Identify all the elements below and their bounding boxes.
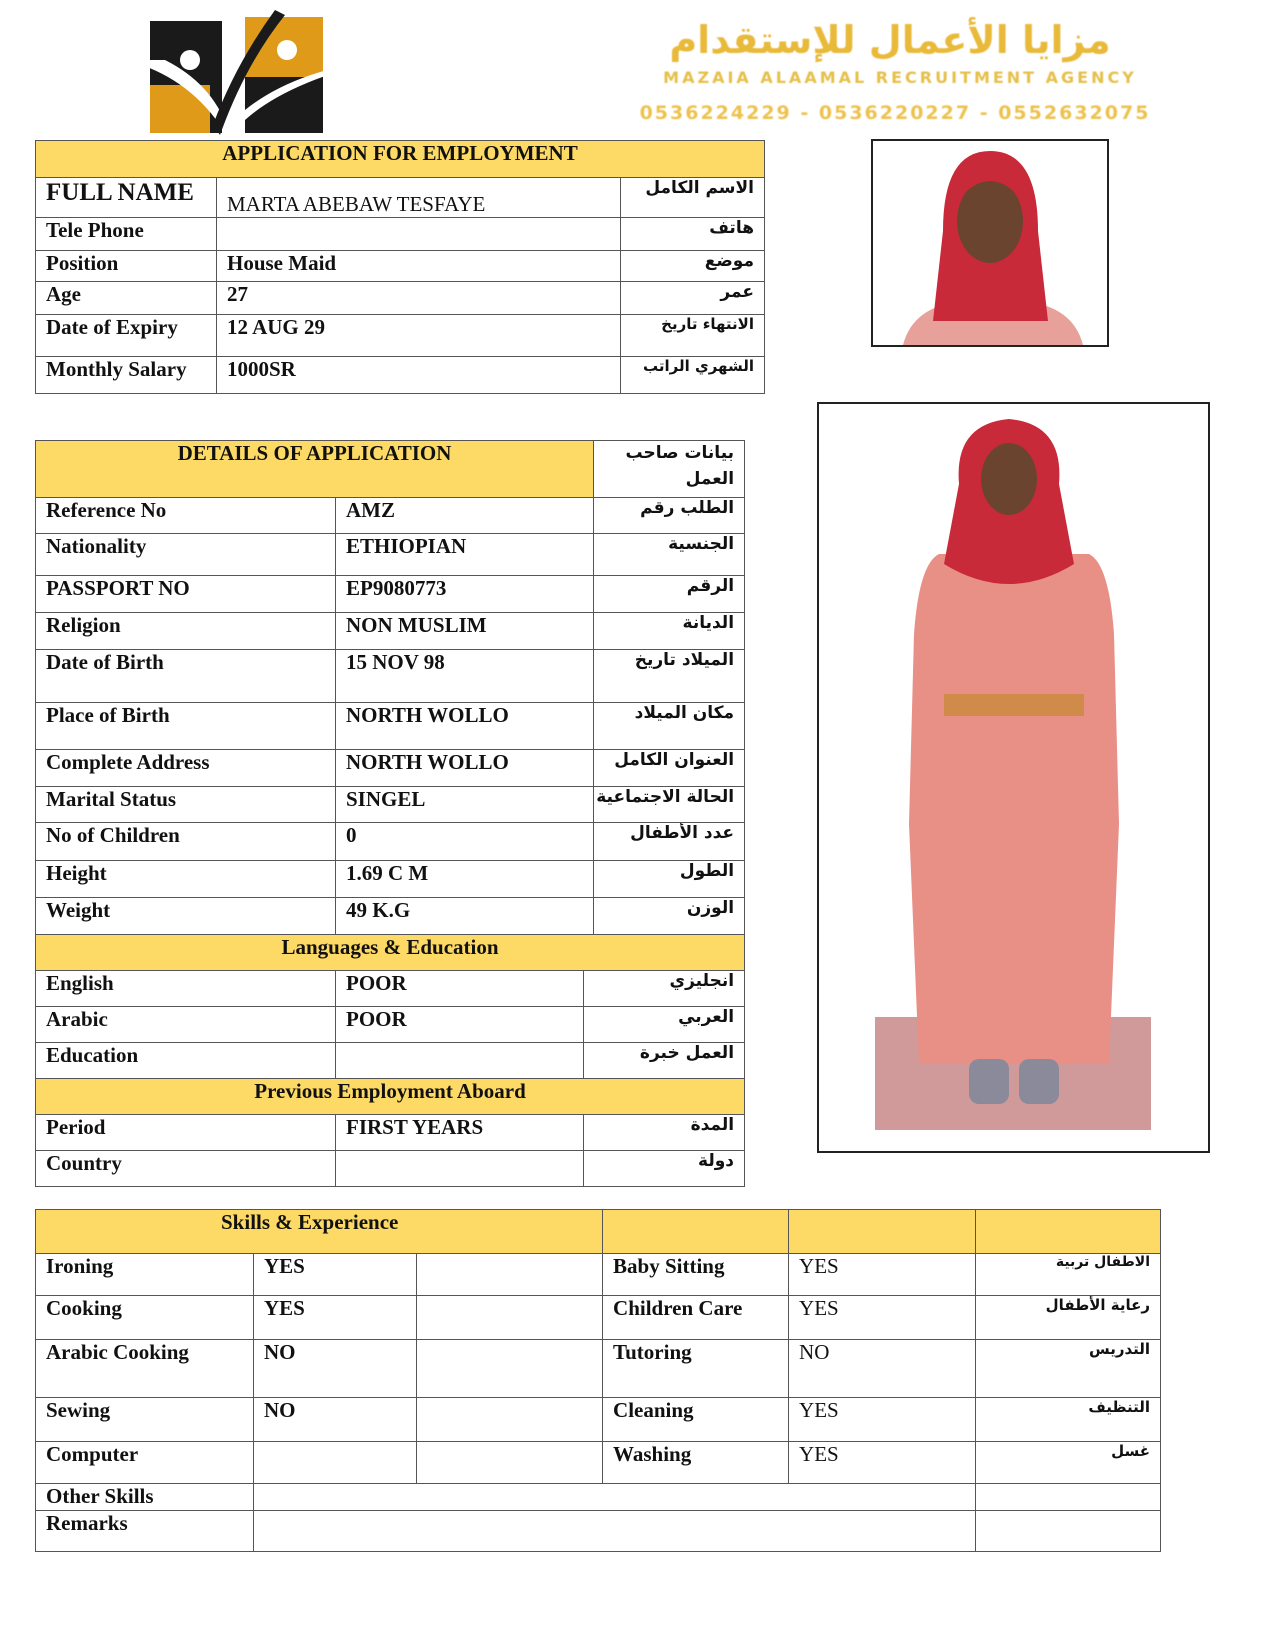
skills-table: [35, 1209, 1161, 1552]
height-ar: الطول: [594, 861, 745, 898]
skills-title: Skills & Experience: [36, 1210, 603, 1254]
address-ar: العنوان الكامل: [594, 750, 745, 787]
application-table: [35, 140, 765, 394]
skill-value: NO: [789, 1340, 976, 1398]
age-ar: عمر: [621, 282, 765, 315]
marital-ar: الحالة الاجتماعية: [594, 787, 745, 823]
phone-label: Tele Phone: [36, 218, 217, 251]
country-label: Country: [36, 1151, 336, 1187]
application-title: APPLICATION FOR EMPLOYMENT: [36, 141, 765, 178]
skill-empty: [417, 1398, 603, 1442]
dob-value: 15 NOV 98: [336, 650, 594, 703]
skill-empty: [417, 1340, 603, 1398]
salary-ar: الشهري الراتب: [621, 357, 765, 394]
agency-phones: 0536224229 - 0536220227 - 0552632075: [639, 102, 1151, 124]
arabic-ar: العربي: [584, 1007, 745, 1043]
country-value: [336, 1151, 584, 1187]
skill-label: Baby Sitting: [603, 1254, 789, 1296]
position-ar: موضع: [621, 251, 765, 282]
skill-ar: رعاية الأطفال: [976, 1296, 1161, 1340]
details-title-ar: بيانات صاحب العمل: [594, 441, 745, 498]
dob-ar: الميلاد تاريخ: [594, 650, 745, 703]
reference-value: AMZ: [336, 498, 594, 534]
languages-title: Languages & Education: [36, 935, 745, 971]
position-value: House Maid: [217, 251, 621, 282]
phone-ar: هاتف: [621, 218, 765, 251]
skill-label: Sewing: [36, 1398, 254, 1442]
expiry-label: Date of Expiry: [36, 315, 217, 357]
nationality-label: Nationality: [36, 534, 336, 576]
religion-value: NON MUSLIM: [336, 613, 594, 650]
skill-label: Arabic Cooking: [36, 1340, 254, 1398]
dob-label: Date of Birth: [36, 650, 336, 703]
religion-label: Religion: [36, 613, 336, 650]
address-value: NORTH WOLLO: [336, 750, 594, 787]
height-label: Height: [36, 861, 336, 898]
remarks-ar: [976, 1511, 1161, 1552]
pob-ar: مكان الميلاد: [594, 703, 745, 750]
arabic-label: Arabic: [36, 1007, 336, 1043]
skill-label: Ironing: [36, 1254, 254, 1296]
skill-label: Cleaning: [603, 1398, 789, 1442]
agency-english-name: MAZAIA ALAAMAL RECRUITMENT AGENCY: [663, 68, 1137, 87]
other-skills-value: [254, 1484, 976, 1511]
remarks-value: [254, 1511, 976, 1552]
weight-label: Weight: [36, 898, 336, 935]
english-label: English: [36, 971, 336, 1007]
passport-value: EP9080773: [336, 576, 594, 613]
age-value: 27: [217, 282, 621, 315]
salary-label: Monthly Salary: [36, 357, 217, 394]
period-label: Period: [36, 1115, 336, 1151]
full-body-photo: [817, 402, 1210, 1153]
skill-label: Cooking: [36, 1296, 254, 1340]
other-skills-ar: [976, 1484, 1161, 1511]
skill-value: NO: [254, 1340, 417, 1398]
passport-ar: الرقم: [594, 576, 745, 613]
skills-header-cell: [789, 1210, 976, 1254]
agency-arabic-name: مزايا الأعمال للإستقدام: [669, 18, 1111, 62]
weight-ar: الوزن: [594, 898, 745, 935]
pob-label: Place of Birth: [36, 703, 336, 750]
english-ar: انجليزي: [584, 971, 745, 1007]
height-value: 1.69 C M: [336, 861, 594, 898]
expiry-ar: الانتهاء تاريخ: [621, 315, 765, 357]
children-value: 0: [336, 823, 594, 861]
children-label: No of Children: [36, 823, 336, 861]
skill-value: YES: [789, 1398, 976, 1442]
reference-label: Reference No: [36, 498, 336, 534]
pob-value: NORTH WOLLO: [336, 703, 594, 750]
skill-value: NO: [254, 1398, 417, 1442]
weight-value: 49 K.G: [336, 898, 594, 935]
skill-label: Washing: [603, 1442, 789, 1484]
skill-value: YES: [789, 1296, 976, 1340]
marital-label: Marital Status: [36, 787, 336, 823]
nationality-value: ETHIOPIAN: [336, 534, 594, 576]
skill-empty: [417, 1254, 603, 1296]
previous-employment-title: Previous Employment Aboard: [36, 1079, 745, 1115]
skill-value: YES: [789, 1254, 976, 1296]
skill-value: YES: [254, 1296, 417, 1340]
full-name-value: MARTA ABEBAW TESFAYE: [217, 178, 621, 218]
address-label: Complete Address: [36, 750, 336, 787]
passport-label: PASSPORT NO: [36, 576, 336, 613]
skills-header-cell: [976, 1210, 1161, 1254]
skill-empty: [417, 1442, 603, 1484]
skill-ar: التدريس: [976, 1340, 1161, 1398]
education-value: [336, 1043, 584, 1079]
period-value: FIRST YEARS: [336, 1115, 584, 1151]
skill-value: YES: [789, 1442, 976, 1484]
reference-ar: الطلب رقم: [594, 498, 745, 534]
english-value: POOR: [336, 971, 584, 1007]
religion-ar: الديانة: [594, 613, 745, 650]
full-name-label: FULL NAME: [36, 178, 217, 218]
skill-empty: [417, 1296, 603, 1340]
country-ar: دولة: [584, 1151, 745, 1187]
skill-ar: الاطفال تربية: [976, 1254, 1161, 1296]
expiry-value: 12 AUG 29: [217, 315, 621, 357]
phone-value: [217, 218, 621, 251]
education-ar: العمل خبرة: [584, 1043, 745, 1079]
period-ar: المدة: [584, 1115, 745, 1151]
other-skills-label: Other Skills: [36, 1484, 254, 1511]
salary-value: 1000SR: [217, 357, 621, 394]
education-label: Education: [36, 1043, 336, 1079]
portrait-photo: [871, 139, 1109, 347]
age-label: Age: [36, 282, 217, 315]
children-ar: عدد الأطفال: [594, 823, 745, 861]
details-title: DETAILS OF APPLICATION: [36, 441, 594, 498]
full-name-ar: الاسم الكامل: [621, 178, 765, 218]
skill-ar: غسل: [976, 1442, 1161, 1484]
skill-label: Children Care: [603, 1296, 789, 1340]
details-table: [35, 440, 745, 1187]
skill-label: Computer: [36, 1442, 254, 1484]
marital-value: SINGEL: [336, 787, 594, 823]
remarks-label: Remarks: [36, 1511, 254, 1552]
agency-logo: [125, 5, 395, 140]
skill-ar: التنظيف: [976, 1398, 1161, 1442]
arabic-value: POOR: [336, 1007, 584, 1043]
skill-value: YES: [254, 1254, 417, 1296]
position-label: Position: [36, 251, 217, 282]
skill-label: Tutoring: [603, 1340, 789, 1398]
skills-header-cell: [603, 1210, 789, 1254]
skill-value: [254, 1442, 417, 1484]
nationality-ar: الجنسية: [594, 534, 745, 576]
